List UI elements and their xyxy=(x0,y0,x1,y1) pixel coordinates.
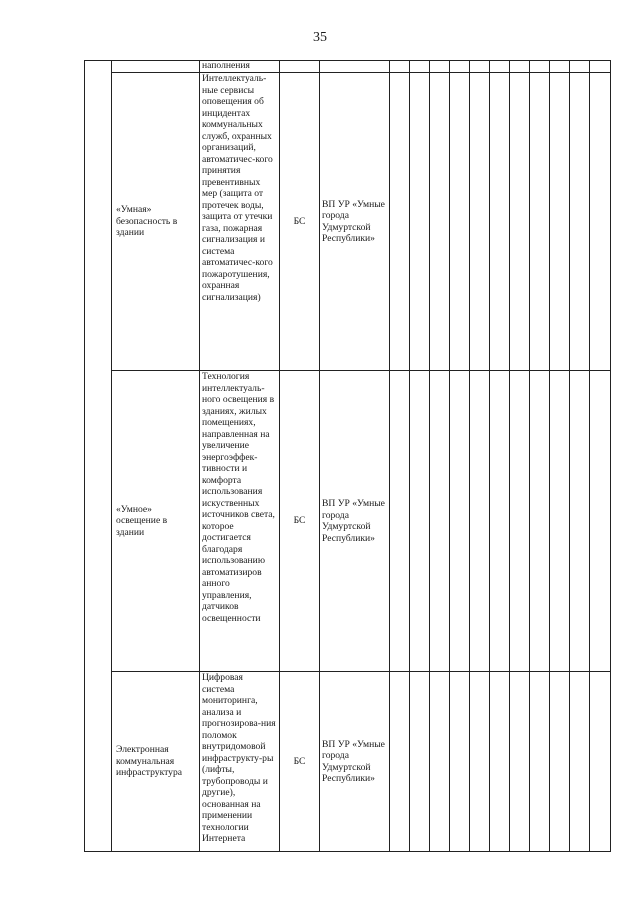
funding-cell: БС xyxy=(280,672,320,852)
funding-cell: БС xyxy=(280,371,320,672)
program-cell: ВП УР «Умные города Удмуртской Республики» xyxy=(320,672,390,852)
blank-cell xyxy=(85,61,112,852)
blank-cell xyxy=(112,61,200,73)
funding-cell: БС xyxy=(280,73,320,371)
program-cell: ВП УР «Умные города Удмуртской Республики» xyxy=(320,371,390,672)
description-cell: Технология интеллектуаль-ного освещения в зданиях, жилых помещениях, направленная на увеличение энергоэффек-тивности и комфорта использования искуственных источников света, которое достигается благодаря использованию автоматизиров анного управления, датчиков освещенности xyxy=(200,371,280,672)
document-table xyxy=(84,60,611,852)
description-cell: наполнения xyxy=(200,61,280,73)
table-row xyxy=(85,371,611,672)
page-number: 35 xyxy=(313,30,327,45)
description-cell: Цифровая система мониторинга, анализа и прогнозирова-ния поломок внутридомовой инфраструкту-ры (лифты, трубопроводы и другие), основанная на применении технологии Интернета xyxy=(200,672,280,852)
name-cell: «Умная» безопасность в здании xyxy=(112,73,200,371)
table-row xyxy=(85,672,611,852)
blank-cell xyxy=(320,61,390,73)
name-cell: Электронная коммунальная инфраструктура xyxy=(112,672,200,852)
program-cell: ВП УР «Умные города Удмуртской Республики» xyxy=(320,73,390,371)
name-cell: «Умное» освещение в здании xyxy=(112,371,200,672)
blank-cell xyxy=(280,61,320,73)
table-row xyxy=(85,73,611,371)
description-cell: Интеллектуаль-ные сервисы оповещения об инцидентах коммунальных служб, охранных организаций, автоматичес-кого принятия превентивных мер (защита от протечек воды, защита от утечки газа, пожарная сигнализация и система автоматичес-кого пожаротушения, охранная сигнализация) xyxy=(200,73,280,371)
table-row-continuation xyxy=(85,61,611,73)
